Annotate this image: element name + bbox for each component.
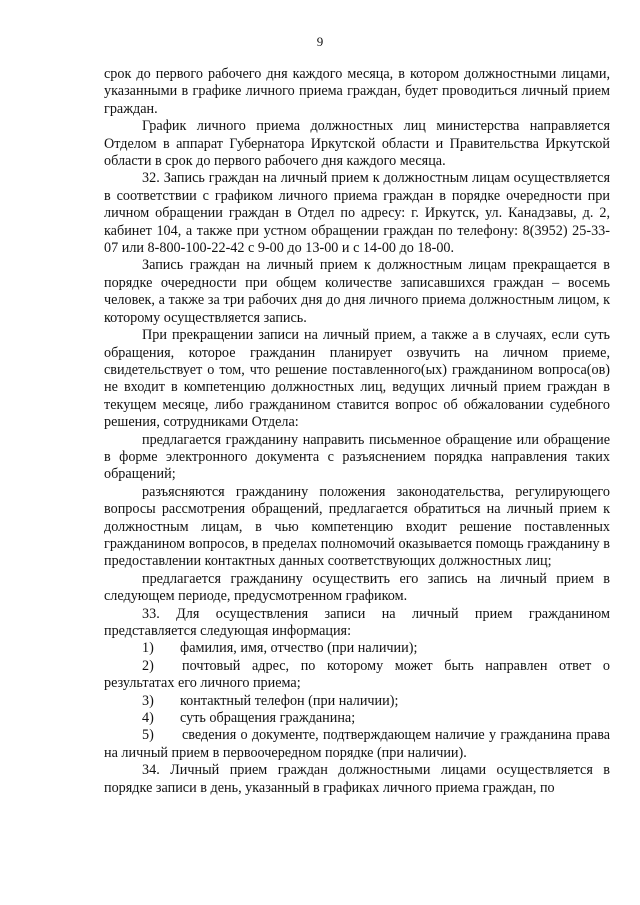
- list-number: 3): [142, 692, 154, 709]
- paragraph-schedule: График личного приема должностных лиц министерства направляется Отделом в аппарат Губернатора Иркутской области и Правительства Иркутской области в срок до первого рабочего дня каждого месяца.: [104, 118, 610, 170]
- list-item: [104, 727, 610, 762]
- list-text: сведения о документе, подтверждающем наличие у гражданина права на личный прием в первоочередном порядке (при наличии).: [104, 727, 610, 761]
- paragraph-registration-stop: Запись граждан на личный прием к должностным лицам прекращается в порядке очередности при общем количестве записавшихся граждан – восемь человек, а также за три рабочих дня до дня личного приема должностным лицом, к которому осуществляется запись.: [104, 257, 610, 326]
- list-text: контактный телефон (при наличии);: [180, 692, 399, 709]
- list-text: суть обращения гражданина;: [180, 710, 356, 727]
- list-item: [104, 658, 610, 693]
- paragraph-explain-law: разъясняются гражданину положения законодательства, регулирующего вопросы рассмотрения обращений, предлагается обратиться на личный прием к должностным лицам, в чью компетенцию входит решение поставленных гражданином вопросов, в пределах полномочий оказывается помощь гражданину в предоставлении контактных данных соответствующих должностных лиц;: [104, 483, 610, 570]
- paragraph-offer-written: предлагается гражданину направить письменное обращение или обращение в форме электронного документа с разъяснением порядка направления таких обращений;: [104, 431, 610, 483]
- paragraph-32: 32. Запись граждан на личный прием к должностным лицам осуществляется в соответствии с графиком личного приема граждан в порядке очередности при личном обращении граждан в Отдел по адресу: г. Иркутск, ул. Канадзавы, д. 2, кабинет 104, а также при устном обращении граждан по телефону: 8(3952) 25-33-07 или 8-800-100-22-42 с 9-00 до 13-00 и с 14-00 до 18-00.: [104, 170, 610, 257]
- list-item: [104, 710, 610, 727]
- list-number: 1): [142, 640, 154, 657]
- page-number: 9: [316, 34, 324, 49]
- list-text: почтовый адрес, по которому может быть направлен ответ о результатах его личного приема;: [104, 657, 610, 692]
- list-number: 4): [142, 710, 154, 727]
- paragraph-34: 34. Личный прием граждан должностными лицами осуществляется в порядке записи в день, указанный в графиках личного приема граждан, по: [104, 762, 610, 796]
- paragraph-33: 33. Для осуществления записи на личный прием гражданином представляется следующая информация:: [104, 605, 610, 639]
- list-text: фамилия, имя, отчество (при наличии);: [180, 640, 418, 657]
- list-item: [104, 693, 610, 710]
- paragraph-continuation: срок до первого рабочего дня каждого месяца, в котором должностными лицами, указанными в графике личного приема граждан, будет проводиться личный прием граждан.: [104, 66, 610, 117]
- list-item: [104, 640, 610, 657]
- paragraph-termination: При прекращении записи на личный прием, а также а в случаях, если суть обращения, которое гражданин планирует озвучить на личном приеме, свидетельствует о том, что решение поставленного(ых) гражданином вопроса(ов) не входит в компетенцию должностных лиц, ведущих личный прием граждан в текущем месяце, либо гражданином ставится вопрос об обжаловании судебного решения, сотрудниками Отдела:: [104, 327, 610, 431]
- list-number: 2): [142, 657, 154, 674]
- list-number: 5): [142, 727, 154, 744]
- paragraph-next-period: предлагается гражданину осуществить его запись на личный прием в следующем периоде, предусмотренном графиком.: [104, 570, 610, 605]
- document-body: [104, 66, 610, 797]
